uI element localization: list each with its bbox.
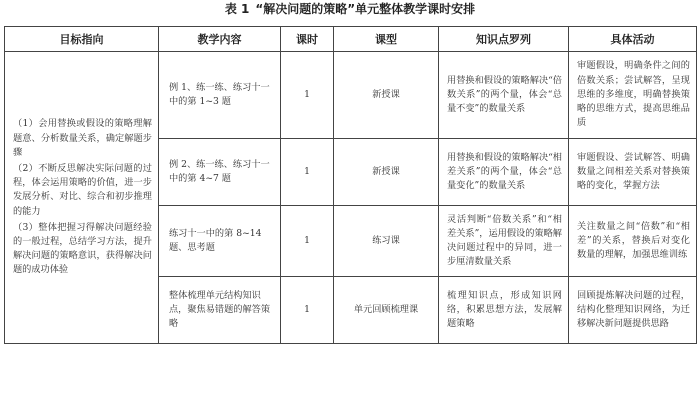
- knowledge-cell: 用替换和假设的策略解决“倍数关系”的两个量，体会“总量不变”的数量关系: [439, 52, 569, 139]
- goal-item: （3）整体把握习得解决问题经验的一般过程，总结学习方法，提升解决问题的策略意识，获得解决问题的成功体验: [13, 221, 152, 276]
- hours-cell: 1: [281, 52, 334, 139]
- table-row: [5, 52, 697, 139]
- column-header-type: 课型: [334, 27, 439, 52]
- knowledge-cell: 灵活判断“倍数关系”和“相差关系”，运用假设的策略解决问题过程中的异同，进一步厘清数量关系: [439, 206, 569, 277]
- table-caption: [0, 2, 700, 17]
- content-cell: 整体梳理单元结构知识点，聚焦易错题的解答策略: [159, 277, 281, 344]
- hours-cell: 1: [281, 206, 334, 277]
- activity-cell: 关注数量之间“倍数”和“相差”的关系，替换后对变化数量的理解，加强思维训练: [569, 206, 697, 277]
- table-title: “解决问题的策略”单元整体教学课时安排: [255, 2, 476, 16]
- type-cell: 练习课: [334, 206, 439, 277]
- type-cell: 单元回顾梳理课: [334, 277, 439, 344]
- content-cell: 例 1、练一练、练习十一中的第 1~3 题: [159, 52, 281, 139]
- hours-cell: 1: [281, 139, 334, 206]
- knowledge-cell: 梳理知识点，形成知识网络，积累思想方法，发展解题策略: [439, 277, 569, 344]
- content-cell: 练习十一中的第 8~14 题、思考题: [159, 206, 281, 277]
- goal-item: （1）会用替换或假设的策略理解题意、分析数量关系，确定解题步骤: [13, 118, 152, 158]
- table-number: 表 1: [224, 2, 250, 16]
- column-header-knowledge: 知识点罗列: [439, 27, 569, 52]
- activity-cell: 审题假设，明确条件之间的倍数关系；尝试解答，呈现思维的多维度，明确替换策略的思维方式，提高思维品质: [569, 52, 697, 139]
- goal-item: （2）不断反思解决实际问题的过程，体会运用策略的价值，进一步发展分析、对比、综合和初步推理的能力: [13, 162, 152, 217]
- column-header-activity: 具体活动: [569, 27, 697, 52]
- hours-cell: 1: [281, 277, 334, 344]
- column-header-content: 教学内容: [159, 27, 281, 52]
- goal-cell: [5, 52, 159, 344]
- activity-cell: 审题假设、尝试解答、明确数量之间相差关系对替换策略的变化，掌握方法: [569, 139, 697, 206]
- column-header-hours: 课时: [281, 27, 334, 52]
- type-cell: 新授课: [334, 52, 439, 139]
- activity-cell: 回顾提炼解决问题的过程，结构化整理知识网络，为迁移解决新问题提供思路: [569, 277, 697, 344]
- column-header-goal: 目标指向: [5, 27, 159, 52]
- table-header-row: [5, 27, 697, 52]
- knowledge-cell: 用替换和假设的策略解决“相差关系”的两个量，体会“总量变化”的数量关系: [439, 139, 569, 206]
- content-cell: 例 2、练一练、练习十一中的第 4~7 题: [159, 139, 281, 206]
- lesson-plan-table: [4, 26, 697, 344]
- type-cell: 新授课: [334, 139, 439, 206]
